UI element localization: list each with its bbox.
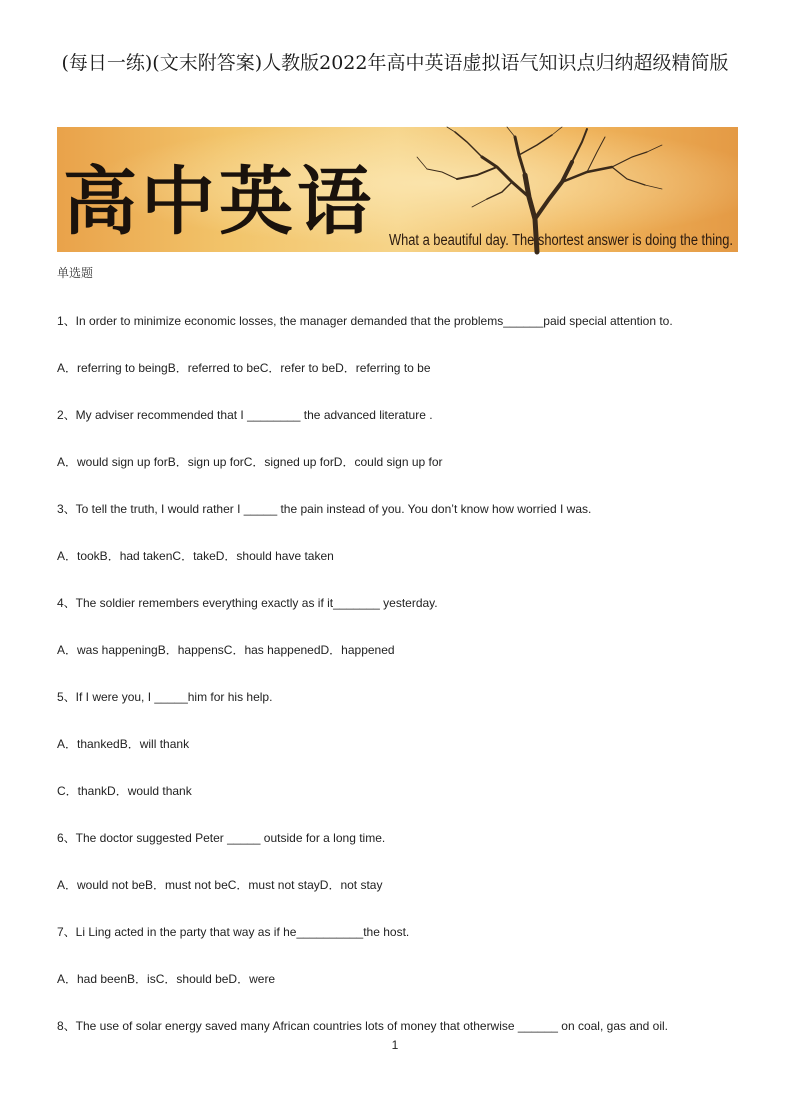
answer-options: A．thankedB．will thank [57,737,190,751]
answer-options: A．was happeningB．happensC．has happenedD．happened [57,643,395,657]
question-text: 2、My adviser recommended that I ________ the advanced literature . [57,408,433,422]
question-text: 4、The soldier remembers everything exactly as if it_______ yesterday. [57,596,438,610]
question-text: 1、In order to minimize economic losses, the manager demanded that the problems______paid special attention to. [57,314,673,328]
banner-big-text: 高中英语 [63,159,375,245]
answer-options: A．tookB．had takenC．takeD．should have taken [57,549,334,563]
question-text: 5、If I were you, I _____him for his help. [57,690,273,704]
section-label: 单选题 [57,266,94,280]
page-number: 1 [391,1038,399,1052]
question-text: 6、The doctor suggested Peter _____ outside for a long time. [57,831,386,845]
question-text: 3、To tell the truth, I would rather I _____ the pain instead of you. You don’t know how worried I was. [57,502,592,516]
answer-options: A．would not beB．must not beC．must not stayD．not stay [57,878,383,892]
banner-image [57,127,738,252]
banner-slogan: What a beautiful day. The shortest answer is doing the thing. [389,232,733,249]
question-text: 7、Li Ling acted in the party that way as if he__________the host. [57,925,410,939]
answer-options: A．had beenB．isC．should beD．were [57,972,276,986]
document-title: (每日一练)(文末附答案)人教版2022年高中英语虚拟语气知识点归纳超级精简版 [61,52,729,74]
question-text: 8、The use of solar energy saved many African countries lots of money that otherwise ______ on coal, gas and oil. [57,1019,669,1033]
answer-options: A．would sign up forB．sign up forC．signed up forD．could sign up for [57,455,443,469]
answer-options: C．thankD．would thank [57,784,192,798]
answer-options: A．referring to beingB．referred to beC．refer to beD．referring to be [57,361,431,375]
